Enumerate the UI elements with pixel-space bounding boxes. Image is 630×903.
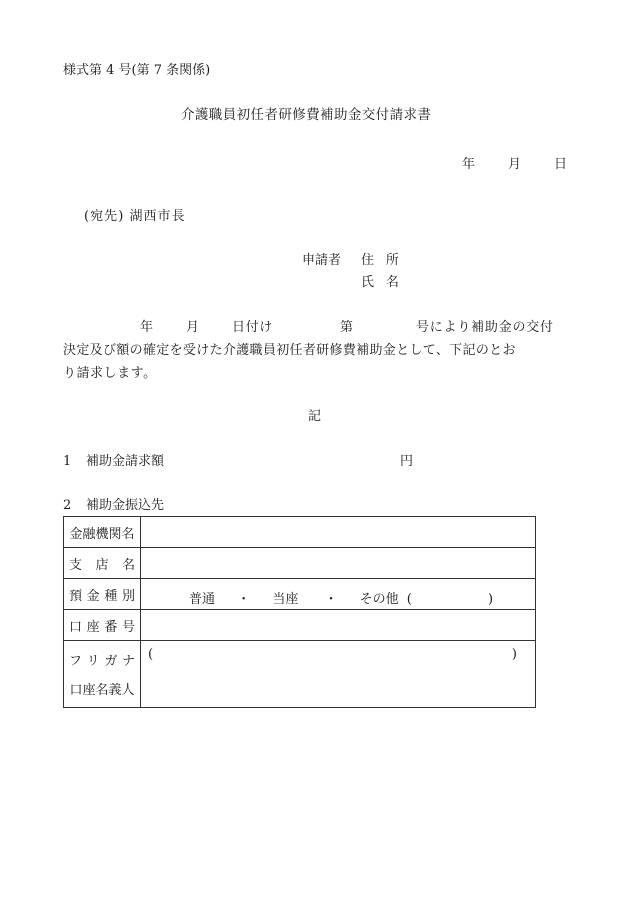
option-separator: ・: [237, 592, 251, 607]
branch-char: 支: [69, 557, 83, 573]
body-line1-tail: 号により補助金の交付: [416, 320, 554, 335]
body-line3: り請求します。: [63, 366, 157, 381]
body-dai: 第: [340, 320, 354, 335]
address-label: 住 所: [361, 253, 403, 268]
table-row: [64, 548, 536, 579]
deposit-type-options: [189, 588, 493, 607]
branch-char: 名: [121, 557, 135, 573]
date-year: 年: [462, 157, 476, 172]
item-1-unit: 円: [400, 454, 414, 469]
date-month: 月: [508, 157, 522, 172]
account-number-char: 座: [86, 619, 100, 635]
account-number-char: 番: [104, 619, 118, 635]
table-row: [64, 610, 536, 641]
other-paren-close: ): [488, 592, 494, 607]
furigana-paren-close: ): [511, 647, 517, 662]
branch-label: [64, 548, 141, 579]
account-number-field[interactable]: [141, 610, 536, 641]
deposit-type-char: 種: [104, 588, 118, 604]
bank-name-field[interactable]: [141, 517, 536, 548]
body-dated: 日付け: [232, 320, 273, 335]
table-row: [64, 641, 536, 708]
date-day: 日: [554, 157, 568, 172]
bank-account-table: [63, 516, 536, 708]
option-separator: ・: [324, 592, 338, 607]
furigana-paren-open: (: [148, 647, 154, 662]
item-1-label: 補助金請求額: [86, 454, 165, 469]
holder-field[interactable]: [141, 641, 536, 708]
body-year: 年: [140, 320, 154, 335]
option-current[interactable]: 当座: [272, 592, 299, 607]
branch-field[interactable]: [141, 548, 536, 579]
addressee: (宛先) 湖西市長: [84, 209, 186, 224]
furigana-char: ガ: [104, 654, 118, 669]
deposit-type-char: 金: [86, 588, 100, 604]
form-number: 様式第 4 号(第 7 条関係): [63, 63, 211, 78]
furigana-char: ナ: [121, 654, 135, 669]
other-paren-open: (: [406, 592, 412, 607]
account-number-label: [64, 610, 141, 641]
deposit-type-label: [64, 579, 141, 610]
furigana-label: [64, 650, 140, 669]
item-1-number: 1: [63, 454, 72, 469]
account-holder-label: 口座名義人: [69, 683, 135, 698]
document-title: 介護職員初任者研修費補助金交付請求書: [181, 107, 432, 123]
applicant-role: 申請者: [302, 253, 342, 268]
option-other[interactable]: その他: [359, 592, 399, 607]
item-2-label: 補助金振込先: [86, 498, 165, 513]
item-2-number: 2: [63, 498, 72, 513]
body-line2: 決定及び額の確定を受けた介護職員初任者研修費補助金として、下記のとお: [63, 343, 516, 358]
furigana-char: フ: [69, 654, 83, 669]
name-label: 氏 名: [361, 275, 403, 290]
account-number-char: 口: [69, 619, 83, 635]
furigana-char: リ: [86, 654, 100, 669]
table-row: [64, 517, 536, 548]
deposit-type-field: [141, 579, 536, 610]
ki-heading: 記: [308, 409, 322, 424]
account-number-char: 号: [121, 619, 135, 635]
branch-char: 店: [95, 557, 109, 573]
holder-label: [64, 641, 141, 708]
table-row: [64, 579, 536, 610]
deposit-type-char: 別: [121, 588, 135, 604]
deposit-type-char: 預: [69, 588, 83, 604]
option-ordinary[interactable]: 普通: [189, 592, 216, 607]
body-month: 月: [186, 320, 200, 335]
bank-name-label: 金融機関名: [64, 517, 141, 548]
